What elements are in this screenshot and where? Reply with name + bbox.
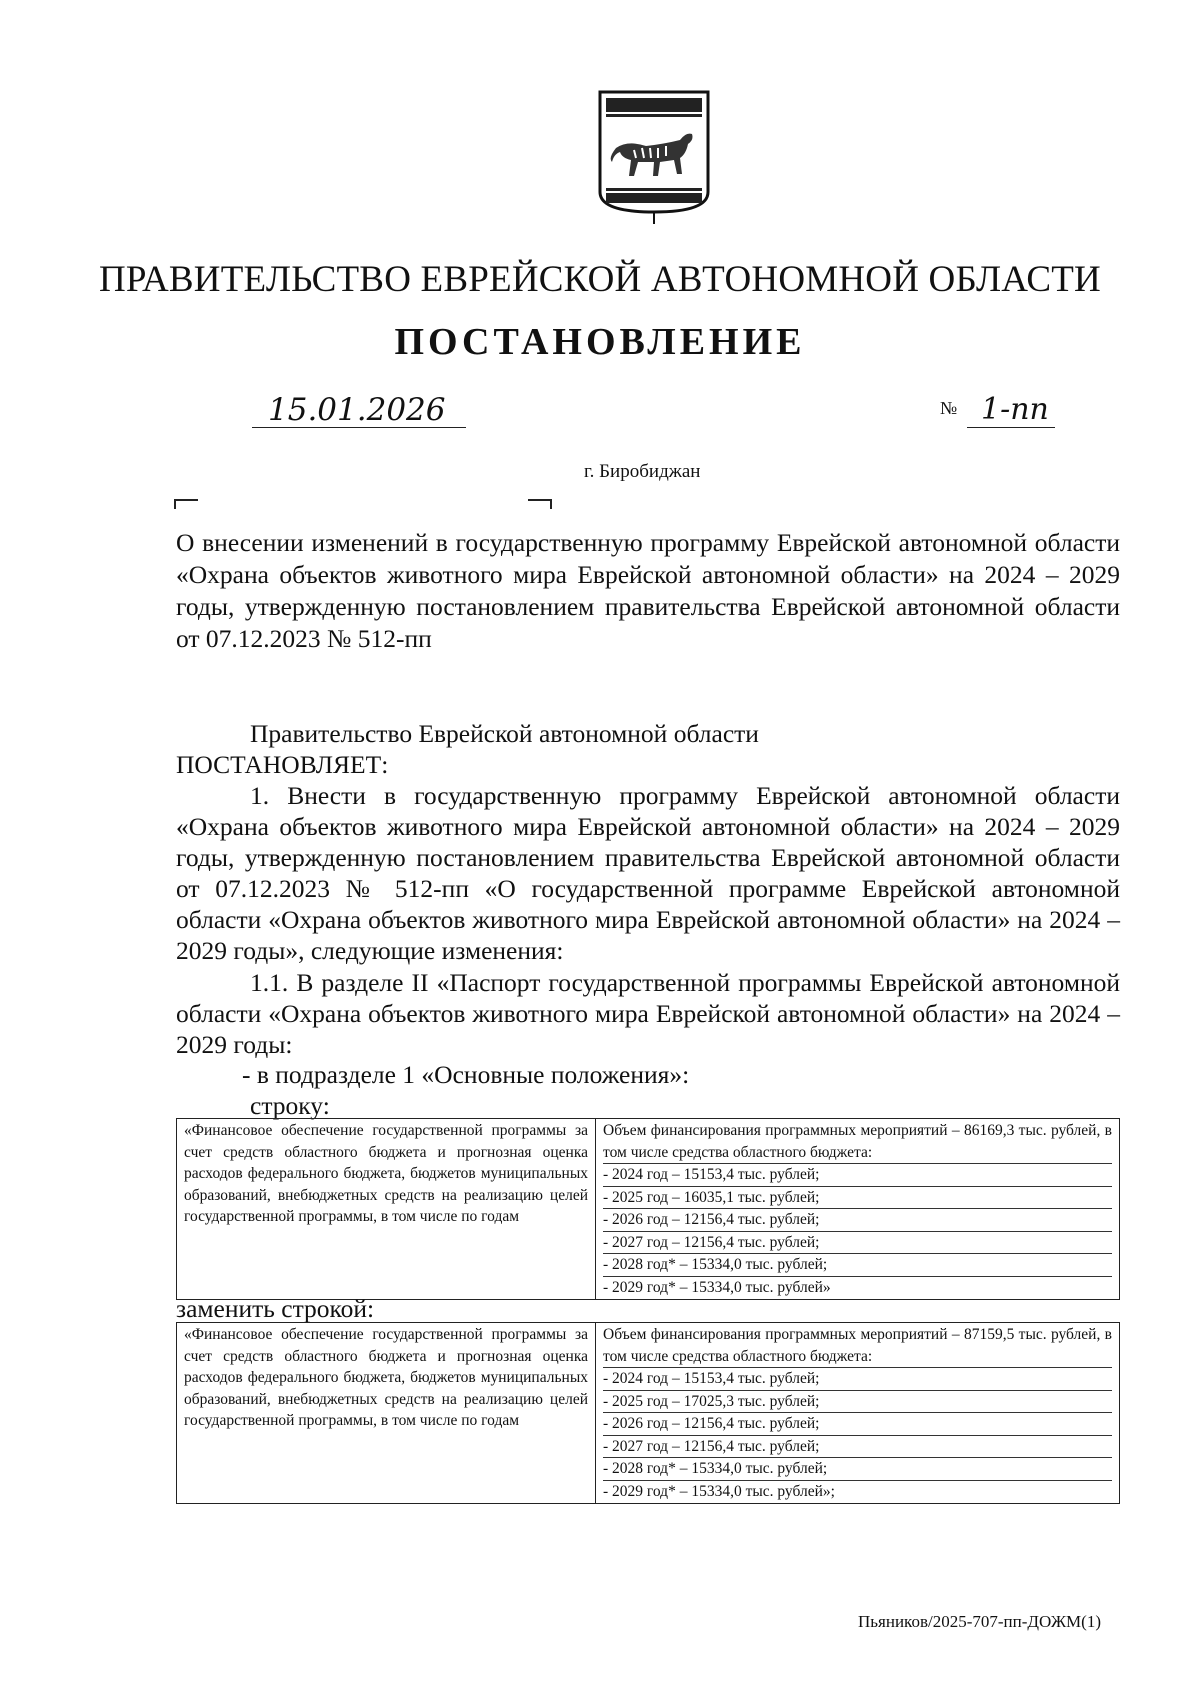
table-cell-description: «Финансовое обеспечение государственной программы за счет средств областного бюджета и прогнозная оценка расходов федерального бюджета, бюджетов муниципальных образований, внебюджетных средств на реализацию целей государственной программы, в том числе по годам (177, 1323, 596, 1504)
table-row (177, 1119, 1120, 1300)
document-date: 15.01.2026 (252, 392, 466, 428)
amount-year: - 2028 год* – 15334,0 тыс. рублей; (603, 1254, 1112, 1277)
table-cell-amounts (596, 1323, 1120, 1504)
amount-year: - 2025 год – 17025,3 тыс. рублей; (603, 1391, 1112, 1414)
amount-year: - 2029 год* – 15334,0 тыс. рублей»; (603, 1482, 835, 1500)
number-label: № (940, 398, 958, 418)
amount-year: - 2025 год – 16035,1 тыс. рублей; (603, 1187, 1112, 1210)
amount-year: - 2027 год – 12156,4 тыс. рублей; (603, 1436, 1112, 1459)
amount-year: - 2029 год* – 15334,0 тыс. рублей» (603, 1278, 831, 1296)
amount-year: - 2026 год – 12156,4 тыс. рублей; (603, 1413, 1112, 1436)
footer-reference: Пьяников/2025-707-пп-ДОЖМ(1) (858, 1612, 1101, 1631)
row-label-new: заменить строкой: (176, 1294, 375, 1323)
government-title: ПРАВИТЕЛЬСТВО ЕВРЕЙСКОЙ АВТОНОМНОЙ ОБЛАСТИ (99, 259, 1101, 300)
coat-of-arms-icon (594, 88, 714, 228)
document-title: О внесении изменений в государственную программу Еврейской автономной области «Охрана объектов животного мира Еврейской автономной области» на 2024 – 2029 годы, утвержденную постановлением правительства Еврейской автономной области от 07.12.2023 № 512-пп (176, 528, 1120, 653)
document-number: 1-пп (967, 392, 1055, 428)
table-cell-amounts (596, 1119, 1120, 1300)
amount-year: - 2028 год* – 15334,0 тыс. рублей; (603, 1458, 1112, 1481)
document-type: ПОСТАНОВЛЕНИЕ (394, 321, 806, 363)
title-corner-right (528, 499, 552, 509)
amount-year: - 2024 год – 15153,4 тыс. рублей; (603, 1368, 1112, 1391)
row-label-old: строку: (250, 1091, 330, 1120)
financing-table-new (176, 1322, 1120, 1504)
amount-year: - 2026 год – 12156,4 тыс. рублей; (603, 1209, 1112, 1232)
amount-year: - 2027 год – 12156,4 тыс. рублей; (603, 1232, 1112, 1255)
table-row (177, 1323, 1120, 1504)
subsection-line: - в подразделе 1 «Основные положения»: (242, 1060, 690, 1089)
city-name: г. Биробиджан (584, 461, 701, 482)
financing-table-old (176, 1118, 1120, 1300)
table-cell-description: «Финансовое обеспечение государственной программы за счет средств областного бюджета и прогнозная оценка расходов федерального бюджета, бюджетов муниципальных образований, внебюджетных средств на реализацию целей государственной программы, в том числе по годам (177, 1119, 596, 1300)
paragraph-1-1: 1.1. В разделе II «Паспорт государственной программы Еврейской автономной области «Охрана объектов животного мира Еврейской автономной области» на 2024 – 2029 годы: (176, 968, 1120, 1059)
amount-intro: Объем финансирования программных мероприятий – 87159,5 тыс. рублей, в том числе средства областного бюджета: (603, 1324, 1112, 1368)
resolves-line: ПОСТАНОВЛЯЕТ: (176, 750, 389, 779)
title-corner-left (174, 499, 198, 509)
amount-intro: Объем финансирования программных мероприятий – 86169,3 тыс. рублей, в том числе средства областного бюджета: (603, 1120, 1112, 1164)
preamble-line: Правительство Еврейской автономной области (250, 719, 759, 748)
paragraph-1: 1. Внести в государственную программу Еврейской автономной области «Охрана объектов животного мира Еврейской автономной области» на 2024 – 2029 годы, утвержденную постановлением правительства Еврейской автономной области от 07.12.2023 № 512-пп «О государственной программе Еврейской автономной области «Охрана объектов животного мира Еврейской автономной области» на 2024 – 2029 годы», следующие изменения: (176, 781, 1120, 965)
amount-year: - 2024 год – 15153,4 тыс. рублей; (603, 1164, 1112, 1187)
